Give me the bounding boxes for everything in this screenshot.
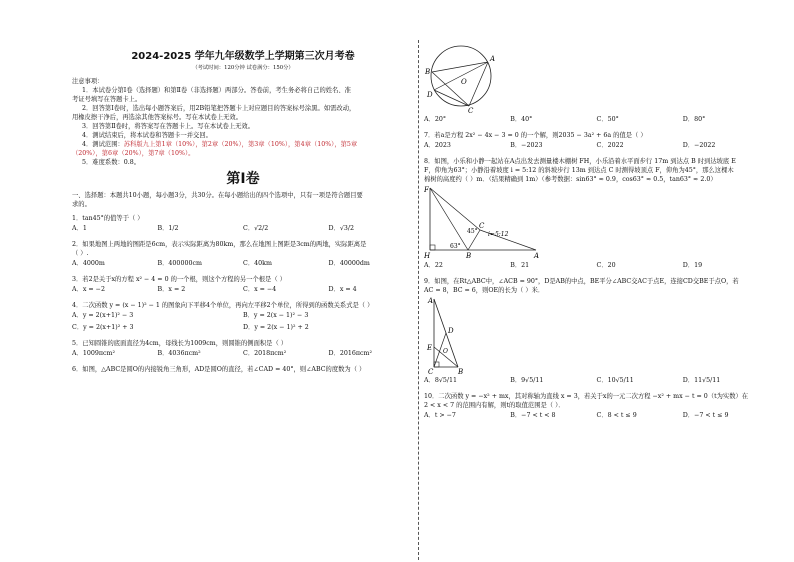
note-2-cont: 用橡皮擦干净后，再选涂其他答案标号。写在本试卷上无效。 [72, 114, 243, 121]
q8-options [424, 260, 769, 272]
q1-option-d[interactable]: D．√3/2 [328, 225, 354, 232]
q8-option-a[interactable]: A．22 [424, 262, 443, 269]
q9-triangle-figure [424, 295, 769, 375]
q6-options [424, 114, 769, 126]
label-h: H [424, 252, 431, 260]
angle-45: 45° [467, 228, 478, 235]
q9-stem: 9．如图，在Rt△ABC中，∠ACB = 90°，D是AB的中点，BE平分∠ABC交AC于点E，连接CD交BE于点O，若 [424, 278, 739, 285]
q9-options [424, 375, 769, 387]
note-4: 4．测试结束后，将本试卷和答题卡一并交回。 [82, 132, 212, 139]
q5-option-b[interactable]: B．4036πcm² [157, 350, 201, 357]
q6-circle-figure [424, 40, 769, 114]
q6-option-d[interactable]: D．80° [682, 116, 706, 123]
q7-options [424, 140, 769, 152]
right-column [424, 40, 769, 422]
q7-option-d[interactable]: D．−2022 [682, 142, 716, 149]
q7-option-a[interactable]: A．2023 [424, 142, 451, 149]
note-1-cont: 考证号填写在答题卡上。 [72, 96, 142, 103]
note-difficulty: 5．难度系数：0.8。 [82, 159, 141, 166]
note-scope-prefix: 4．测试范围： [82, 141, 124, 148]
q3-options [72, 284, 414, 296]
segment-dc [434, 90, 469, 106]
q8-option-c[interactable]: C．20 [596, 262, 616, 269]
q7-stem: 7．若a是方程 2x² − 4x − 3 = 0 的一个解，则2035 − 3a² + 6a 的值是（ ） [424, 132, 647, 139]
q6-option-a[interactable]: A．20° [424, 116, 447, 123]
q6-option-b[interactable]: B．40° [510, 116, 533, 123]
q4-option-a[interactable]: A．y = 2(x+1)² − 3 [72, 312, 134, 319]
q8-option-d[interactable]: D．19 [682, 262, 703, 269]
q9-option-b[interactable]: B．9√5/11 [510, 377, 544, 384]
q5-options [72, 348, 414, 360]
note-3: 3．回答第Ⅱ卷时，将答案写在答题卡上。写在本试卷上无效。 [82, 123, 255, 130]
q8-stem-cont: F，仰角为63°；小静沿着坡度 i = 5:12 的斜坡步行 13m 到达点 C 时测得坡顶点 F，仰角为45°，那么这棵木 [424, 167, 734, 174]
q8-slope-figure [424, 184, 769, 260]
label-b: B [466, 252, 472, 260]
notes-heading: 注意事项： [72, 78, 104, 85]
q5-stem: 5．已知圆锥的底面直径为4cm，母线长为1009cm，则圆锥的侧面积是（ ） [72, 340, 288, 347]
label-a: A [428, 297, 434, 305]
q1-stem: 1．tan45°的值等于（ ） [72, 215, 144, 222]
q10-option-b[interactable]: B．−7 < t < 8 [510, 412, 556, 419]
label-b: B [425, 68, 431, 76]
sight-line-b [430, 188, 468, 250]
label-c: C [428, 368, 434, 375]
q2-stem: 2．如果地图上两地的图距是6cm，表示实际距离为80km，那么在地图上图距是3cm的两地，实际距离是 [72, 241, 367, 248]
label-d: D [427, 91, 433, 99]
label-a: A [490, 55, 496, 63]
q5-option-d[interactable]: D．2016πcm² [328, 350, 373, 357]
right-angle-mark [430, 245, 435, 250]
note-scope-cont: （20%），第6章（20%），第7章（10%）。 [72, 150, 195, 157]
label-b: B [458, 368, 464, 375]
q4-option-d[interactable]: D．y = 2(x − 1)² + 2 [243, 324, 309, 331]
column-divider [418, 40, 419, 560]
segment-ac [469, 62, 488, 106]
label-e: E [427, 344, 433, 352]
q3-option-b[interactable]: B．x = 2 [157, 286, 186, 293]
q2-options [72, 258, 414, 270]
q10-option-d[interactable]: D．−7 < t ≤ 9 [682, 412, 729, 419]
q5-option-a[interactable]: A．1009πcm² [72, 350, 116, 357]
left-column [72, 40, 414, 374]
q8-stem-cont2: 棉树的高度约（ ）m．（结果精确到 1m）（参考数据：sin63° ≈ 0.9，cos63° ≈ 0.5，tan63° ≈ 2.0） [424, 176, 717, 183]
q9-option-d[interactable]: D．11√5/11 [682, 377, 721, 384]
label-o: O [461, 78, 467, 86]
q4-option-c[interactable]: C．y = 2(x+1)² + 3 [72, 324, 134, 331]
q9-option-a[interactable]: A．8√5/11 [424, 377, 458, 384]
label-c: C [468, 107, 474, 114]
q3-option-a[interactable]: A．x = −2 [72, 286, 105, 293]
q1-option-b[interactable]: B．1/2 [157, 225, 179, 232]
q3-stem: 3．若2是关于x的方程 x² − 4 = 0 的一个根，则这个方程的另一个根是（ ） [72, 276, 286, 283]
section-intro-cont: 求的。 [72, 201, 91, 208]
label-d: D [448, 327, 454, 335]
q2-option-c[interactable]: C．40km [243, 260, 272, 267]
label-o: O [443, 348, 448, 355]
q6-option-c[interactable]: C．50° [596, 116, 619, 123]
q7-option-b[interactable]: B．−2023 [510, 142, 543, 149]
q1-option-c[interactable]: C．√2/2 [243, 225, 269, 232]
q2-stem-cont: （ ）. [72, 250, 89, 257]
note-scope [72, 140, 414, 149]
q10-option-c[interactable]: C．8 < t ≤ 9 [596, 412, 637, 419]
q4-options [72, 310, 414, 334]
q10-options [424, 410, 769, 422]
q8-option-b[interactable]: B．21 [510, 262, 530, 269]
q10-stem-cont: 2 < x < 7 的范围内有解，则t的取值范围是（ ）． [424, 402, 565, 409]
q4-option-b[interactable]: B．y = 2(x − 1)² − 3 [243, 312, 309, 319]
q1-options [72, 223, 414, 235]
q10-stem: 10．二次函数 y = −x² + mx，其对称轴为直线 x = 3，若关于x的一元二次方程 −x² + mx − t = 0（t为实数）在 [424, 393, 749, 400]
note-1: 1．本试卷分第Ⅰ卷（选择题）和第Ⅱ卷（非选择题）两部分。答卷前，考生务必将自己的姓名、准 [82, 87, 351, 94]
q3-option-c[interactable]: C．x = −4 [243, 286, 277, 293]
q1-option-a[interactable]: A．1 [72, 225, 87, 232]
q5-option-c[interactable]: C．2018πcm² [243, 350, 287, 357]
q8-stem: 8．如图，小乐和小静一起站在A点出发去测量楼木棚树 FH，小乐沿着水平面步行 17m 到达点 B 时到达坡底 E [424, 158, 736, 165]
section-title: 第Ⅰ卷 [226, 171, 260, 187]
note-scope-chapters: 苏科版九上第1章（10%），第2章（20%），第3章（10%），第4章（10%），第5章 [123, 141, 358, 148]
q2-option-d[interactable]: D．40000dm [328, 260, 370, 267]
q7-option-c[interactable]: C．2022 [596, 142, 624, 149]
q9-stem-cont: AC = 8，BC = 6，则OE的长为（ ）米． [424, 287, 545, 294]
q10-option-a[interactable]: A．t > −7 [424, 412, 456, 419]
label-a: A [534, 252, 540, 260]
segment-ab [432, 62, 488, 72]
slope-ratio: i=5:12 [488, 231, 509, 238]
q9-option-c[interactable]: C．10√5/11 [596, 377, 634, 384]
q2-option-b[interactable]: B．400000cm [157, 260, 202, 267]
q2-option-a[interactable]: A．4000m [72, 260, 105, 267]
label-f: F [424, 186, 429, 194]
exam-title: 2024-2025 学年九年级数学上学期第三次月考卷 [131, 51, 355, 62]
section-intro: 一、选择题：本题共10小题，每小题3分，共30分。在每小题给出的四个选项中，只有一项是符合题目要 [72, 192, 363, 199]
angle-63: 63° [450, 243, 461, 250]
q3-option-d[interactable]: D．x = 4 [328, 286, 357, 293]
label-c: C [479, 222, 485, 230]
sight-line-c [430, 188, 480, 230]
q4-stem: 4．二次函数 y = (x − 1)² − 1 的图象向下平移4个单位，再向左平移2个单位，所得到的函数关系式是（ ） [72, 302, 374, 309]
exam-subtitle: （考试时间：120分钟 试卷满分：150分） [192, 65, 294, 71]
note-2: 2．回答第Ⅰ卷时，选出每小题答案后，用2B铅笔把答题卡上对应题目的答案标号涂黑。如需改动， [82, 105, 356, 112]
q6-stem: 6．如图，△ABC是圆O的内接锐角三角形，AD是圆O的直径，若∠CAD = 40°，则∠ABC的度数为（ ） [72, 366, 366, 373]
